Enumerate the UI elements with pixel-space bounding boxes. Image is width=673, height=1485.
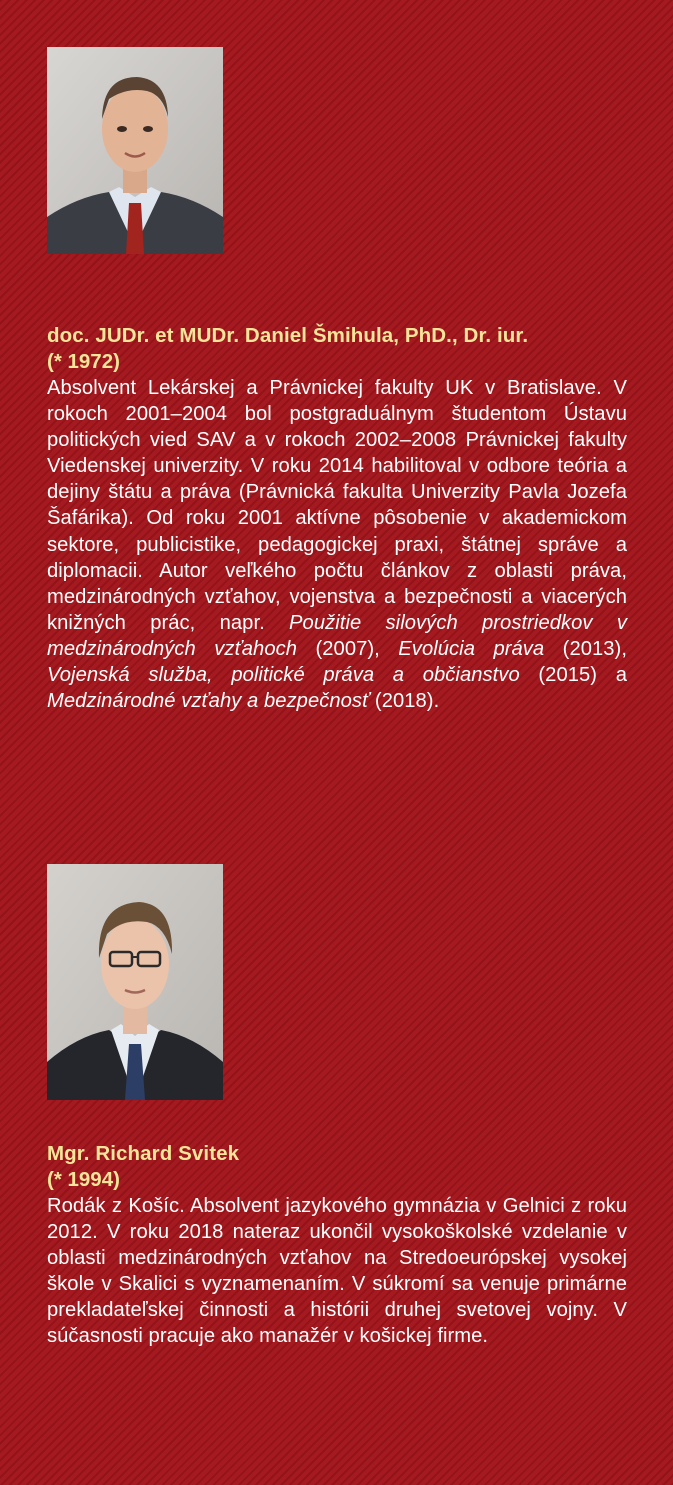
bio-text-segment: (2015) a — [519, 664, 628, 687]
bio-text-segment: (2018). — [369, 690, 440, 713]
portrait-svitek-image — [47, 864, 223, 1100]
author-name: Mgr. Richard Svitek — [47, 1142, 240, 1165]
publication-title: Medzinárodné vzťahy a bezpečnosť — [47, 690, 370, 713]
author-bio-svitek — [47, 864, 627, 1350]
publication-title: Evolúcia práva — [398, 637, 545, 660]
author-photo-smihula — [47, 47, 223, 254]
portrait-smihula-image — [47, 47, 223, 254]
author-bio-smihula — [47, 47, 627, 714]
bio-text-segment: (2007), — [297, 637, 399, 660]
author-name: doc. JUDr. et MUDr. Daniel Šmihula, PhD., Dr. iur. — [47, 324, 529, 347]
bio-text-segment: Rodák z Košíc. Absolvent jazykového gymnázia v Gelnici z roku 2012. V roku 2018 nateraz ukončil vysokoškolské vzdelanie v oblasti medzinárodných vzťahov na Stredoeurópskej vysokej škole v Skalici s vyznamenaním. V súkromí sa venuje primárne prekladateľskej činnosti a histórii druhej svetovej vojny. V súčasnosti pracuje ako manažér v košickej firme. — [47, 1195, 627, 1348]
bio-text-segment: Absolvent Lekárskej a Právnickej fakulty UK v Bratislave. V rokoch 2001–2004 bol postgraduálnym študentom Ústavu politických vied SAV a v rokoch 2002–2008 Právnickej fakulty Viedenskej univerzity. V roku 2014 habilitoval v odbore teória a dejiny štátu a práva (Právnická fakulta Univerzity Pavla Jozefa Šafárika). Od roku 2001 aktívne pôsobenie v akademickom sektore, publicistike, pedagogickej praxi, štátnej správe a diplomacii. Autor veľkého počtu článkov z oblasti práva, medzinárodných vzťahov, vojenstva a bezpečnosti a viacerých knižných prác, napr. — [47, 377, 627, 634]
publication-title: Vojenská služba, politické práva a občianstvo — [47, 664, 520, 687]
bio-text-segment: (2013), — [544, 637, 627, 660]
publication-title: Použitie silových prostriedkov v medzinárodných vzťahoch — [47, 611, 627, 660]
author-birth-year: (* 1994) — [47, 1168, 120, 1191]
author-photo-svitek — [47, 864, 223, 1100]
author-bio-text — [47, 375, 627, 714]
author-birth-year: (* 1972) — [47, 350, 120, 373]
author-bio-text — [47, 1193, 627, 1350]
